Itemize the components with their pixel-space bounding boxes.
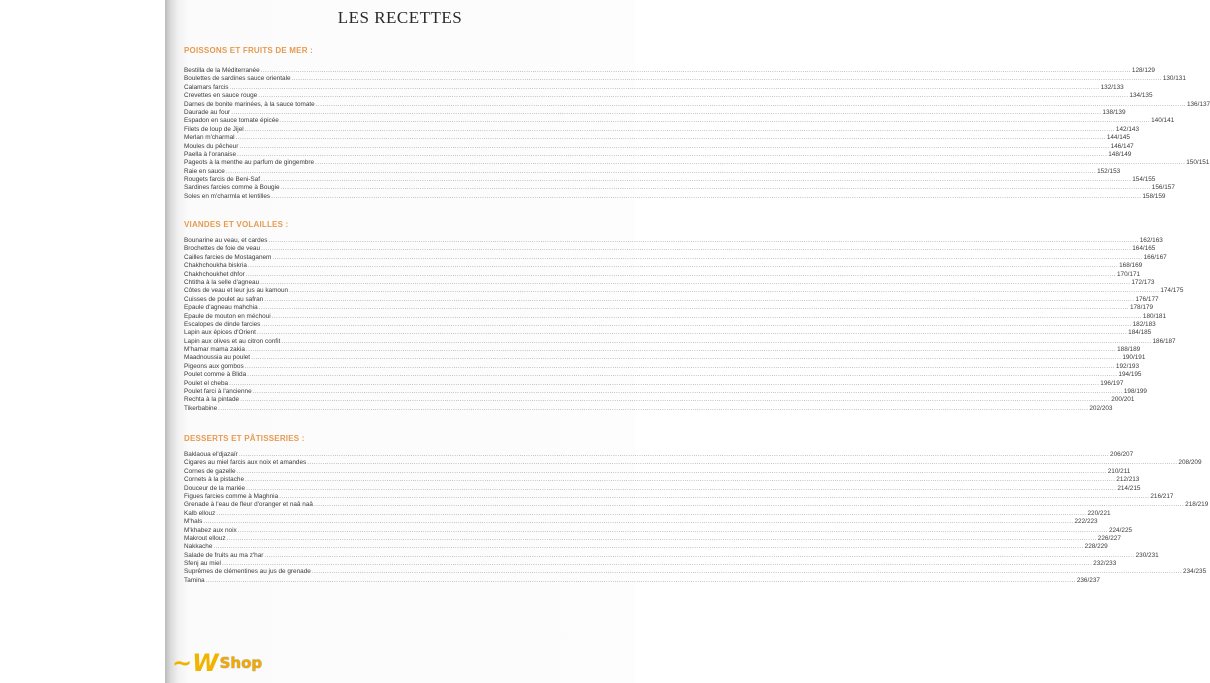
dot-leader: ................................................................................................................................................................................................................................................................................................................................................................................................................ xyxy=(271,192,1142,200)
recipe-name: Rougets farcis de Beni-Saf xyxy=(184,176,261,184)
recipe-name: M'khabez aux noix xyxy=(184,526,237,534)
toc-entry xyxy=(184,518,1098,526)
toc-entry xyxy=(184,75,1186,83)
recipe-name: Soles en m'charmla et lentilles xyxy=(184,192,271,200)
recipe-name: Filets de loup de Jijel xyxy=(184,125,244,133)
page-numbers: 218/219 xyxy=(1185,501,1209,509)
toc-entry xyxy=(184,92,1153,100)
recipe-name: Bounarine au veau, et cardes xyxy=(184,237,268,244)
toc-entry xyxy=(184,237,1163,245)
page-numbers: 174/175 xyxy=(1160,287,1184,295)
toc-entry xyxy=(184,192,1166,201)
toc-entry xyxy=(184,568,1207,576)
recipe-name: Espadon en sauce tomate épicée xyxy=(184,117,279,125)
page-numbers: 130/131 xyxy=(1162,75,1186,83)
recipe-name: Epaule de mouton en méchoui xyxy=(184,312,271,320)
recipe-name: Boulettes de sardines sauce orientale xyxy=(184,75,291,83)
dot-leader: ................................................................................................................................................................................................................................................................................................................................................................................................................ xyxy=(245,270,1116,278)
recipe-name: Poulet comme à Blida xyxy=(184,371,247,379)
recipe-name: Figues farcies comme à Maghnia xyxy=(184,492,279,500)
dot-leader: ................................................................................................................................................................................................................................................................................................................................................................................................................ xyxy=(281,337,1152,345)
page-numbers: 168/169 xyxy=(1119,262,1143,270)
toc-entry xyxy=(184,167,1121,176)
page-numbers: 186/187 xyxy=(1152,337,1176,345)
recipe-name: Kalb ellouz xyxy=(184,509,216,517)
toc-entry xyxy=(184,560,1117,568)
toc-entry xyxy=(184,83,1124,92)
page-numbers: 138/139 xyxy=(1102,108,1126,116)
recipe-name: M'hals xyxy=(184,518,203,526)
toc-entry xyxy=(184,134,1130,142)
toc-entry xyxy=(184,320,1156,329)
dot-leader: ................................................................................................................................................................................................................................................................................................................................................................................................................ xyxy=(245,476,1116,484)
dot-leader: ................................................................................................................................................................................................................................................................................................................................................................................................................ xyxy=(244,125,1115,133)
dot-leader: ................................................................................................................................................................................................................................................................................................................................................................................................................ xyxy=(289,287,1160,295)
dot-leader: ................................................................................................................................................................................................................................................................................................................................................................................................................ xyxy=(261,245,1132,253)
page-numbers: 178/179 xyxy=(1129,304,1154,312)
toc-entry xyxy=(184,526,1133,535)
dot-leader: ................................................................................................................................................................................................................................................................................................................................................................................................................ xyxy=(272,253,1143,261)
page-numbers: 210/211 xyxy=(1107,467,1131,475)
recipe-name: Calamars farcis xyxy=(184,83,229,91)
page-numbers: 228/229 xyxy=(1084,543,1108,551)
page-numbers: 128/129 xyxy=(1131,67,1155,74)
dot-leader: ................................................................................................................................................................................................................................................................................................................................................................................................................ xyxy=(268,237,1139,244)
recipe-name: Merlan m'charmal xyxy=(184,134,235,142)
toc-entry xyxy=(184,100,1210,109)
recipe-name: Bestilla de la Méditerranée xyxy=(184,67,260,74)
page-numbers: 224/225 xyxy=(1108,526,1133,534)
page-numbers: 206/207 xyxy=(1110,451,1134,458)
recipe-name: Daurade au four xyxy=(184,108,231,116)
toc-entry xyxy=(184,150,1132,159)
dot-leader: ................................................................................................................................................................................................................................................................................................................................................................................................................ xyxy=(260,67,1131,74)
page-numbers: 192/193 xyxy=(1115,362,1140,370)
dot-leader: ................................................................................................................................................................................................................................................................................................................................................................................................................ xyxy=(203,518,1074,526)
recipe-name: Darnes de bonite marinées, à la sauce tomate xyxy=(184,100,315,108)
page-numbers: 208/209 xyxy=(1178,459,1202,467)
page-numbers: 234/235 xyxy=(1183,568,1207,576)
page-numbers: 132/133 xyxy=(1100,83,1124,91)
dot-leader: ................................................................................................................................................................................................................................................................................................................................................................................................................ xyxy=(213,543,1084,551)
toc-entry xyxy=(184,451,1134,459)
dot-leader: ................................................................................................................................................................................................................................................................................................................................................................................................................ xyxy=(240,396,1111,404)
dot-leader: ................................................................................................................................................................................................................................................................................................................................................................................................................ xyxy=(237,150,1108,158)
dot-leader: ................................................................................................................................................................................................................................................................................................................................................................................................................ xyxy=(315,100,1186,108)
dot-leader: ................................................................................................................................................................................................................................................................................................................................................................................................................ xyxy=(225,167,1097,175)
toc-entry xyxy=(184,278,1155,287)
toc-entry xyxy=(184,492,1174,501)
recipe-name: Cailles farcies de Mostaganem xyxy=(184,253,272,261)
recipe-name: Tamina xyxy=(184,576,205,584)
recipe-name: Chakhchoukhet dhfor xyxy=(184,270,245,278)
recipe-name: Tikerbabine xyxy=(184,404,218,412)
dot-leader: ................................................................................................................................................................................................................................................................................................................................................................................................................ xyxy=(218,404,1089,412)
toc-entry xyxy=(184,176,1156,184)
toc-entry xyxy=(184,159,1210,167)
toc-entry xyxy=(184,184,1175,192)
dot-leader: ................................................................................................................................................................................................................................................................................................................................................................................................................ xyxy=(261,176,1132,184)
wshop-logo xyxy=(172,648,262,678)
dot-leader: ................................................................................................................................................................................................................................................................................................................................................................................................................ xyxy=(260,278,1131,286)
toc-entry xyxy=(184,459,1202,467)
toc-entry xyxy=(184,543,1108,551)
dot-leader: ................................................................................................................................................................................................................................................................................................................................................................................................................ xyxy=(271,312,1142,320)
toc-entry xyxy=(184,509,1111,518)
toc-entry xyxy=(184,117,1175,125)
recipe-name: Cigares au miel farcis aux noix et amandes xyxy=(184,459,307,467)
page-numbers: 144/145 xyxy=(1106,134,1130,142)
recipe-name: M'hamar mama zakia xyxy=(184,346,245,354)
dot-leader: ................................................................................................................................................................................................................................................................................................................................................................................................................ xyxy=(251,354,1122,362)
page-numbers: 182/183 xyxy=(1132,320,1156,328)
recipe-name: Lapin aux olives et au citron confit xyxy=(184,337,281,345)
section-list-desserts xyxy=(184,451,1209,585)
toc-entry xyxy=(184,484,1141,493)
page-title: LES RECETTES xyxy=(337,8,463,27)
page-numbers: 214/215 xyxy=(1117,484,1141,492)
toc-entry xyxy=(184,362,1140,371)
recipe-name: Cuisses de poulet au safran xyxy=(184,295,264,303)
toc-entry xyxy=(184,142,1134,151)
dot-leader: ................................................................................................................................................................................................................................................................................................................................................................................................................ xyxy=(264,295,1135,303)
toc-entry xyxy=(184,304,1154,312)
toc-entry xyxy=(184,467,1131,476)
dot-leader: ................................................................................................................................................................................................................................................................................................................................................................................................................ xyxy=(229,83,1100,91)
page-numbers: 156/157 xyxy=(1151,184,1175,192)
toc-entry xyxy=(184,329,1152,337)
toc-entry xyxy=(184,312,1167,321)
dot-leader: ................................................................................................................................................................................................................................................................................................................................................................................................................ xyxy=(221,560,1093,568)
section-title-desserts: DESSERTS ET PÂTISSERIES : xyxy=(184,434,305,443)
page-numbers: 140/141 xyxy=(1151,117,1175,125)
toc-entry xyxy=(184,245,1156,253)
dot-leader: ................................................................................................................................................................................................................................................................................................................................................................................................................ xyxy=(205,576,1076,584)
dot-leader: ................................................................................................................................................................................................................................................................................................................................................................................................................ xyxy=(237,526,1108,534)
dot-leader: ................................................................................................................................................................................................................................................................................................................................................................................................................ xyxy=(247,262,1119,270)
dot-leader: ................................................................................................................................................................................................................................................................................................................................................................................................................ xyxy=(313,501,1185,509)
dot-leader: ................................................................................................................................................................................................................................................................................................................................................................................................................ xyxy=(236,467,1107,475)
toc-entry xyxy=(184,501,1209,509)
page-numbers: 166/167 xyxy=(1143,253,1167,261)
dot-leader: ................................................................................................................................................................................................................................................................................................................................................................................................................ xyxy=(216,509,1087,517)
page-numbers: 158/159 xyxy=(1142,192,1166,200)
recipe-name: Baklaoua el'djazaïr xyxy=(184,451,238,458)
recipe-name: Pageots à la menthe au parfum de gingembre xyxy=(184,159,315,167)
section-title-poissons: POISSONS ET FRUITS DE MER : xyxy=(184,46,313,55)
recipe-name: Sfenj au miel xyxy=(184,560,221,568)
dot-leader: ................................................................................................................................................................................................................................................................................................................................................................................................................ xyxy=(239,142,1110,150)
section-title-viandes: VIANDES ET VOLAILLES : xyxy=(184,220,289,229)
toc-entry xyxy=(184,346,1141,354)
toc-entry xyxy=(184,125,1140,134)
section-list-viandes xyxy=(184,237,1184,413)
recipe-name: Douceur de la mariée xyxy=(184,484,246,492)
recipe-name: Sardines farcies comme à Bougie xyxy=(184,184,280,192)
toc-entry xyxy=(184,551,1159,560)
logo-mark-icon: ~W xyxy=(172,649,219,677)
dot-leader: ................................................................................................................................................................................................................................................................................................................................................................................................................ xyxy=(258,304,1129,312)
toc-entry xyxy=(184,270,1141,279)
dot-leader: ................................................................................................................................................................................................................................................................................................................................................................................................................ xyxy=(229,379,1100,387)
page-numbers: 222/223 xyxy=(1074,518,1098,526)
dot-leader: ................................................................................................................................................................................................................................................................................................................................................................................................................ xyxy=(315,159,1186,167)
recipe-name: Paella à l'oranaise xyxy=(184,150,237,158)
toc-entry xyxy=(184,262,1143,270)
recipe-name: Salade de fruits au ma z'har xyxy=(184,551,264,559)
page-numbers: 226/227 xyxy=(1097,534,1121,542)
recipe-name: Makrout ellouz xyxy=(184,534,226,542)
recipe-name: Cornets à la pistache xyxy=(184,476,245,484)
toc-entry xyxy=(184,379,1124,388)
dot-leader: ................................................................................................................................................................................................................................................................................................................................................................................................................ xyxy=(258,92,1129,100)
toc-entry xyxy=(184,295,1159,304)
dot-leader: ................................................................................................................................................................................................................................................................................................................................................................................................................ xyxy=(291,75,1162,83)
page-numbers: 194/195 xyxy=(1118,371,1142,379)
recipe-name: Rechta à la pintade xyxy=(184,396,240,404)
page-numbers: 164/165 xyxy=(1132,245,1156,253)
recipe-name: Cornes de gazelle xyxy=(184,467,236,475)
recipe-name: Poulet farci à l'ancienne xyxy=(184,388,252,396)
recipe-name: Poulet el cheba xyxy=(184,379,229,387)
dot-leader: ................................................................................................................................................................................................................................................................................................................................................................................................................ xyxy=(246,484,1117,492)
toc-entry xyxy=(184,396,1135,404)
toc-entry xyxy=(184,67,1155,75)
dot-leader: ................................................................................................................................................................................................................................................................................................................................................................................................................ xyxy=(279,117,1151,125)
toc-entry xyxy=(184,476,1140,484)
page-numbers: 232/233 xyxy=(1093,560,1117,568)
toc-entry xyxy=(184,253,1167,262)
recipe-name: Chakhchoukha biskria xyxy=(184,262,247,270)
section-list-poissons xyxy=(184,67,1210,201)
recipe-name: Raie en sauce xyxy=(184,167,225,175)
dot-leader: ................................................................................................................................................................................................................................................................................................................................................................................................................ xyxy=(247,371,1118,379)
page-numbers: 184/185 xyxy=(1128,329,1152,337)
dot-leader: ................................................................................................................................................................................................................................................................................................................................................................................................................ xyxy=(231,108,1102,116)
page-numbers: 172/173 xyxy=(1131,278,1155,286)
toc-entry xyxy=(184,404,1113,413)
page-numbers: 188/189 xyxy=(1117,346,1141,354)
page-numbers: 236/237 xyxy=(1076,576,1100,584)
page-numbers: 134/135 xyxy=(1129,92,1153,100)
dot-leader: ................................................................................................................................................................................................................................................................................................................................................................................................................ xyxy=(226,534,1097,542)
page-numbers: 152/153 xyxy=(1097,167,1121,175)
toc-entry xyxy=(184,371,1142,379)
page-numbers: 142/143 xyxy=(1115,125,1140,133)
toc-entry xyxy=(184,108,1126,117)
recipe-name: Moules du pêcheur xyxy=(184,142,239,150)
page-numbers: 146/147 xyxy=(1110,142,1134,150)
page-numbers: 180/181 xyxy=(1142,312,1167,320)
recipe-name: Maadnoussia au poulet xyxy=(184,354,251,362)
page-numbers: 202/203 xyxy=(1089,404,1113,412)
toc-entry xyxy=(184,576,1100,585)
toc-entry xyxy=(184,337,1176,346)
book-page xyxy=(165,0,1210,683)
recipe-name: Brochettes de foie de veau xyxy=(184,245,261,253)
dot-leader: ................................................................................................................................................................................................................................................................................................................................................................................................................ xyxy=(235,134,1106,142)
logo-text: Shop xyxy=(219,654,263,672)
page-numbers: 212/213 xyxy=(1116,476,1140,484)
page-numbers: 176/177 xyxy=(1135,295,1159,303)
dot-leader: ................................................................................................................................................................................................................................................................................................................................................................................................................ xyxy=(244,362,1115,370)
dot-leader: ................................................................................................................................................................................................................................................................................................................................................................................................................ xyxy=(280,184,1151,192)
dot-leader: ................................................................................................................................................................................................................................................................................................................................................................................................................ xyxy=(256,329,1128,337)
dot-leader: ................................................................................................................................................................................................................................................................................................................................................................................................................ xyxy=(245,346,1117,354)
dot-leader: ................................................................................................................................................................................................................................................................................................................................................................................................................ xyxy=(311,568,1183,576)
recipe-name: Pigeons aux gombos xyxy=(184,362,244,370)
page-numbers: 216/217 xyxy=(1150,492,1174,500)
page-numbers: 170/171 xyxy=(1116,270,1141,278)
toc-entry xyxy=(184,388,1147,396)
page-numbers: 198/199 xyxy=(1123,388,1147,396)
recipe-name: Grenade à l'eau de fleur d'oranger et naâ naâ xyxy=(184,501,313,509)
page-numbers: 230/231 xyxy=(1135,551,1159,559)
page-numbers: 162/163 xyxy=(1139,237,1163,244)
recipe-name: Nakkache xyxy=(184,543,213,551)
page-numbers: 148/149 xyxy=(1108,150,1132,158)
dot-leader: ................................................................................................................................................................................................................................................................................................................................................................................................................ xyxy=(279,492,1150,500)
page-numbers: 190/191 xyxy=(1122,354,1146,362)
dot-leader: ................................................................................................................................................................................................................................................................................................................................................................................................................ xyxy=(261,320,1132,328)
recipe-name: Escalopes de dinde farcies xyxy=(184,320,261,328)
recipe-name: Côtes de veau et leur jus au kamoun xyxy=(184,287,289,295)
dot-leader: ................................................................................................................................................................................................................................................................................................................................................................................................................ xyxy=(264,551,1135,559)
page-numbers: 150/151 xyxy=(1186,159,1210,167)
toc-entry xyxy=(184,287,1184,295)
dot-leader: ................................................................................................................................................................................................................................................................................................................................................................................................................ xyxy=(252,388,1123,396)
recipe-name: Crevettes en sauce rouge xyxy=(184,92,258,100)
dot-leader: ................................................................................................................................................................................................................................................................................................................................................................................................................ xyxy=(238,451,1110,458)
page-numbers: 154/155 xyxy=(1132,176,1156,184)
page-numbers: 196/197 xyxy=(1100,379,1124,387)
recipe-name: Lapin aux épices d'Orient xyxy=(184,329,256,337)
recipe-name: Chtitha à la selle d'agneau xyxy=(184,278,260,286)
toc-entry xyxy=(184,354,1146,362)
page-numbers: 200/201 xyxy=(1111,396,1135,404)
toc-entry xyxy=(184,534,1121,543)
recipe-name: Epaule d'agneau mahchia xyxy=(184,304,258,312)
page-numbers: 220/221 xyxy=(1087,509,1111,517)
page-numbers: 136/137 xyxy=(1186,100,1210,108)
dot-leader: ................................................................................................................................................................................................................................................................................................................................................................................................................ xyxy=(307,459,1178,467)
recipe-name: Suprêmes de clémentines au jus de grenade xyxy=(184,568,311,576)
